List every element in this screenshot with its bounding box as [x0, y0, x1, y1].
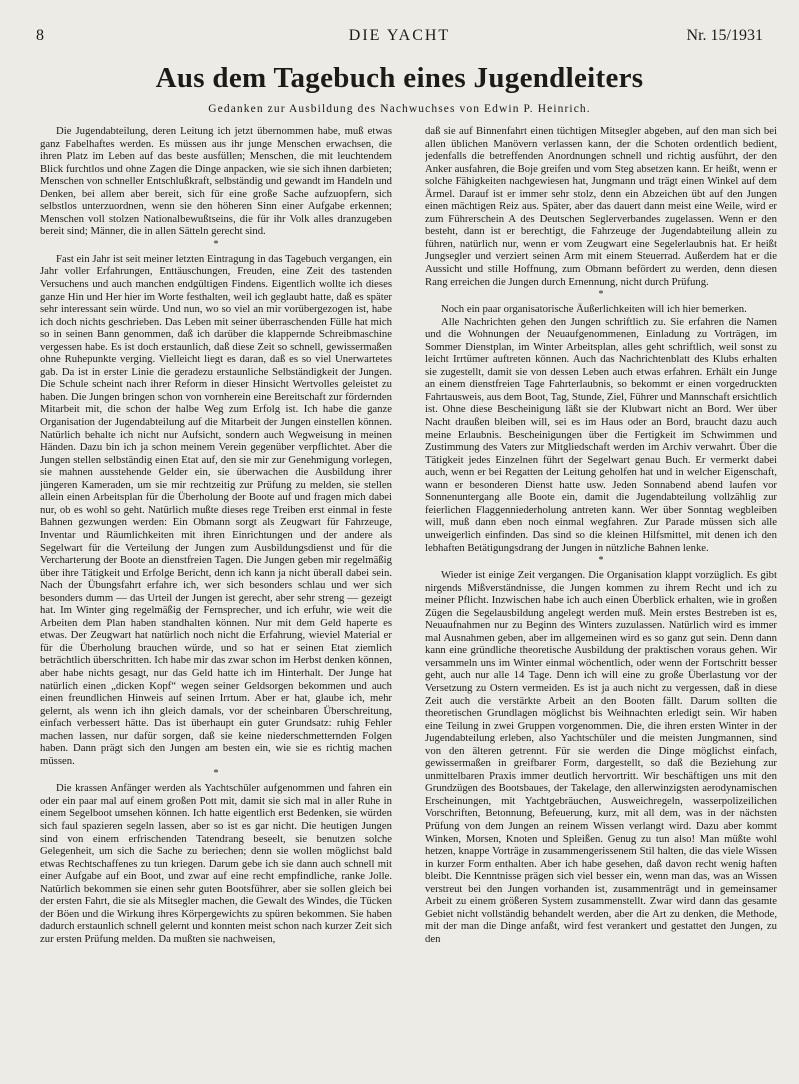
paragraph: Fast ein Jahr ist seit meiner letzten Eintragung in das Tagebuch vergangen, ein Jahr voller Erfahrungen, Enttäuschungen, Freuden, eine Zeit des tastenden Versuchens und auch manchen endgültigen Findens. Eigentlich wollte ich dieses ganze Hin und Her hier im Worte festhalten, weil ich geglaubt hatte, daß es später sehr interessant sein würde. Und nun, wo so viel an mir vorübergezogen ist, habe ich doch nichts geschrieben. Das Leben mit seiner überraschenden Fülle hat mich so in seinen Bann genommen, daß ich darüber die klappernde Schreibmaschine vergessen habe. Es ist doch erstaunlich, daß diese Zeit so schnell, gewissermaßen ohne Ruhepunkte verging. Vielleicht liegt es daran, daß es so viel Unerwartetes gab. Da ist in erster Linie die geradezu erstaunliche Selbständigkeit der Jungen. Die Schule scheint nach ihrer Reform in dieser Hinsicht Wertvolles geleistet zu haben. Die Jungen bringen schon von vornherein eine Bereitschaft zur fördernden Mitarbeit mit, die schon der halbe Weg zum Erfolg ist. Ich habe die ganze Organisation der Jugendabteilung auf die Mitarbeit der Jungen einstellen können. Natürlich behalte ich nicht nur Aufsicht, sondern auch Wegweisung in meinen Händen. Dazu bin ich ja schon meinem Verein gegenüber verpflichtet. Aber die Jungen stellen selbständig einen Etat auf, den sie mir zur Genehmigung vorlegen, sie mahnen ausstehende Gelder ein, sie überwachen die Ausbildung ihrer jüngeren Kameraden, um sie mir rechtzeitig zur Prüfung zu melden, sie stellen allein einen Arbeitsplan für die Überholung der Boote auf und fragen mich dabei nur, ob es wohl so geht. Natürlich mußte dieses rege Treiben erst einmal in feste Bahnen gezwungen werden: Ein Obmann sorgt als Zeugwart für Fahrzeuge, Inventar und Räumlichkeiten mit ihren Einrichtungen und der andere als Segelwart für die Verteilung der Jungen zum Ausbildungsdienst und für die Vercharterung der Boote an dienstfreien Tagen. Die Jungen geben mir regelmäßig über ihre Tätigkeit und Erfolge Bericht, denn ich kann ja nicht überall dabei sein. Nach der Übungsfahrt erfahre ich, wer sich besonders schlau und wer sich besonders dumm — das Urteil der Jungen ist gerecht, aber sehr streng — gezeigt hat. Im Winter ging regelmäßig der Fernsprecher, und ich erfuhr, wie weit die Arbeiten dem Plan haben standhalten können. Nur mit dem Geld haperte es etwas. Der Zeugwart hat natürlich noch nicht die Erfahrung, wieviel Material er für die Überholung brauchen würde, und so hat er seinen Etat ziemlich beträchtlich überschritten. Ich habe mir das zwar schon im Herbst denken können, aber habe nichts gesagt, nur das Geld hatte ich im Hinterhalt. Der Junge hat natürlich einen „dicken Kopf“ wegen seiner Geldsorgen bekommen und auch einen freundlichen Hinweis auf seinen Irrtum. Aber er hat, glaube ich, mehr gelernt, als wenn ich ihn gleich damals, vor der scheinbaren Überschreitung, einfach verbessert hätte. Das ist überhaupt ein guter Grundsatz: ruhig Fehler machen lassen, nur dafür sorgen, daß sie keine niederschmetternden Folgen haben. Dann prägt sich den Jungen am besten ein, wie sie es richtig machen müssen.	[40, 252, 392, 767]
magazine-name: DIE YACHT	[348, 27, 451, 44]
paragraph: Alle Nachrichten gehen den Jungen schriftlich zu. Sie erfahren die Namen und die Wohnungen der Neuaufgenommenen, Einladung zu Vorträgen, im Sommer Dienstplan, im Winter Arbeitsplan, alles geht schriftlich, weil sonst zu leicht Irrtümer auftreten können. Auch das Nachrichtenblatt des Klubs erhalten sie zugestellt, damit sie von dessen Leben auch etwas erfahren. Erhält ein Junge an einem dienstfreien Tage Fahrterlaubnis, so bekommt er einen vorgedruckten Fahrtausweis, aus dem Boot, Tag, Stunde, Ziel, Führer und Mannschaft ersichtlich ist. Ohne diese Bescheinigung läßt sie der Klubwart nicht an Bord. Wer über Nacht draußen bleiben will, sei es im Haus oder an Bord, braucht dazu auch meine Erlaubnis. Bescheinigungen über die Fertigkeit im Schwimmen und Zustimmung des Vaters zur Mitgliedschaft werden im Archiv verwahrt. Über die Tätigkeit jedes Einzelnen führt der Segelwart genau Buch. Er vermerkt dabei auch, wenn er bei Regatten der Leitung geholfen hat und in welcher Eigenschaft, wann er besonderen Dienst hatte usw. Jeden Sonnabend abend laufen vor Sonnenuntergang alle Boote ein, damit die Jugendabteilung vollzählig zur feierlichen Flaggenniederholung antreten kann. Wer über Sonntag wegbleiben will, muß dann eben noch einmal wegfahren. Zur Parade müssen sich alle unweigerlich einfinden. Das sind so die kleinen Hilfsmittel, mit denen ich den lebhaften Betätigungsdrang der Jungen in nützliche Bahnen lenke.	[425, 315, 777, 554]
section-separator: *	[213, 238, 219, 250]
issue-number: Nr. 15/1931	[686, 27, 763, 44]
left-column	[40, 125, 392, 1075]
paragraph: Noch ein paar organisatorische Äußerlichkeiten will ich hier bemerken.	[441, 303, 747, 316]
paragraph: Die krassen Anfänger werden als Yachtschüler aufgenommen und fahren ein oder ein paar mal auf einem großen Pott mit, damit sie sich mal in aller Ruhe in einem Segelboot umsehen können. Ich hatte eigentlich erst Bedenken, sie würden sich faul spazieren segeln lassen, aber so ist es gar nicht. Die heutigen Jungen sind von einem erfrischenden Tatendrang beseelt, sie benutzen solche Gelegenheit, um sich die Sache zu beriechen; denn sie wollen möglichst bald etwas Rechtschaffenes zu tun kriegen. Darum gebe ich sie dann auch schnell mit einer Aufgabe auf ein Boot, und zwar auf eine recht empfindliche, ranke Jolle. Natürlich bekommen sie einen sehr guten Bootsführer, aber sie sollen gleich bei der ersten Fahrt, die sie als Mitsegler machen, die Gewalt des Windes, die Tücken der Böen und die Wirkung ihres Körpergewichts zu spüren bekommen. Sie haben dadurch erstaunlich schnell gelernt und konnten meist schon nach kurzer Zeit sich zur ersten Prüfung melden. Da mußten sie nachweisen,	[40, 782, 392, 945]
section-separator: *	[213, 768, 219, 780]
running-header	[36, 27, 763, 49]
paragraph: Wieder ist einige Zeit vergangen. Die Organisation klappt vorzüglich. Es gibt nirgends Mißverständnisse, die Jungen kommen zu ihrem Recht und ich zu meiner Pflicht. Inzwischen habe ich auch einen Überblick erhalten, wie in großen Zügen die Segelausbildung angelegt werden muß. Mein erstes Bestreben ist es, Neuaufnahmen nur zu Beginn des Winters zuzulassen. Natürlich wird es immer mal Ausnahmen geben, aber im allgemeinen wird es so ganz gut sein. Denn dann kann eine gründliche theoretische Ausbildung der praktischen voraus gehen. Wir versammeln uns im Winter einmal wöchentlich, oder wenn der Fortschritt besser geht, auch nur alle 14 Tage. Denn ich will eine zu große Überlastung vor der Versetzung zu Ostern vermeiden. Es ist ja auch nicht zu vergessen, daß in diese Zeit auch die verstärkte Arbeit an den Booten fällt. Darum sollten die theoretischen Grundlagen möglichst bis Weihnachten erledigt sein. Wir haben eine Teilung in zwei Gruppen vorgenommen. Die, die ihren ersten Winter in der Jugendabteilung erleben, also Yachtschüler und die meisten Jungmannen, sind von den älteren getrennt. Für sie werden die Dinge möglichst einfach, gewissermaßen in greifbarer Form, dargestellt, so daß die Beziehung zur unmittelbaren Praxis immer deutlich hervortritt. Wir beschäftigen uns mit den Grundzügen des Bootsbaues, der Takelage, den allerwinzigsten aerodynamischen Erscheinungen, mit Yachtgebräuchen, Ausweichregeln, wasserpolizeilichen Vorschriften, Betonnung, Befeuerung, kurz, mit all dem, was in der nächsten Prüfung von dem Jungen an reinem Wissen verlangt wird. Dazu aber kommt Winken, Morsen, Knoten und Spleißen. Genug zu tun also! Man müßte wohl hetzen, knappe Vorträge in zusammengerissenem Stil halten, die das viele Wissen in kurzer Form enthalten. Aber ich habe gesehen, daß davon recht wenig haften bleibt. Die Kenntnisse prägen sich viel besser ein, wenn man das, was an Wissen verstreut bei den Jungen vorhanden ist, zusammenträgt und in gemeinsamer Arbeit zu einem größeren System zusammenstellt. Zwar wird dann das gesamte Gebiet nicht vollständig behandelt werden, aber die Art zu denken, die Methode, mit der man die Dinge anfaßt, wird fest verankert und gestattet den Jungen, zu den	[425, 569, 777, 945]
section-separator: *	[598, 289, 604, 301]
article-subtitle: Gedanken zur Ausbildung des Nachwuchses von Edwin P. Heinrich.	[208, 103, 591, 115]
paragraph: daß sie auf Binnenfahrt einen tüchtigen Mitsegler abgeben, auf den man sich bei allen üblichen Manövern verlassen kann, der die Schoten ordentlich bedient, jedenfalls die betreffenden Anordnungen schnell und richtig ausführt, der den Anker ausfahren, die Boje greifen und vom Steg absetzen kann. Er heißt, wenn er solche Fähigkeiten nachgewiesen hat, Jungmann und trägt einen Winkel auf dem Ärmel. Darauf ist er immer sehr stolz, denn ein Abzeichen übt auf den Jungen einen mächtigen Reiz aus. Später, aber das dauert dann meist eine Weile, wird er zum Führerschein A des Deutschen Seglerverbandes zugelassen. Wenn er den besteht, dann ist er berechtigt, die Fahrzeuge der Jugendabteilung allein zu führen, natürlich nur, wenn er vom Zeugwart eine Segelerlaubnis hat. Er heißt Jungsegler und verziert seinen Arm mit einem Steuerrad. Außerdem hat er die Aussicht und stille Hoffnung, zum Obmann befördert zu werden, denn diesen Rang erreichen die Jungen durch Ernennung, nicht durch Prüfung.	[425, 125, 777, 288]
article-title: Aus dem Tagebuch eines Jugendleiters	[155, 62, 644, 94]
section-separator: *	[598, 555, 604, 567]
right-column	[425, 125, 777, 1075]
paragraph: Die Jugendabteilung, deren Leitung ich jetzt übernommen habe, muß etwas ganz Fabelhaftes werden. Es müssen aus ihr junge Menschen erwachsen, die ihren Platz im Leben auf das beste ausfüllen; Menschen, die mit leuchtendem Blick furchtlos und ohne Zagen die Dinge anpacken, wie sie sich ihnen darbieten; Menschen von schneller Entschlußkraft, selbständig und gewandt im Handeln und Denken, bei allem aber bereit, sich für eine große Sache aufzuopfern, sich selbstlos unterzuordnen, wenn sie den höheren Sinn einer Aufgabe erkennen; Menschen voll stolzen Nationalbewußtseins, die für ihr Volk alles dranzugeben bereit sind; Männer, die in allen Sätteln gerecht sind.	[40, 125, 392, 238]
page-number: 8	[36, 27, 44, 44]
